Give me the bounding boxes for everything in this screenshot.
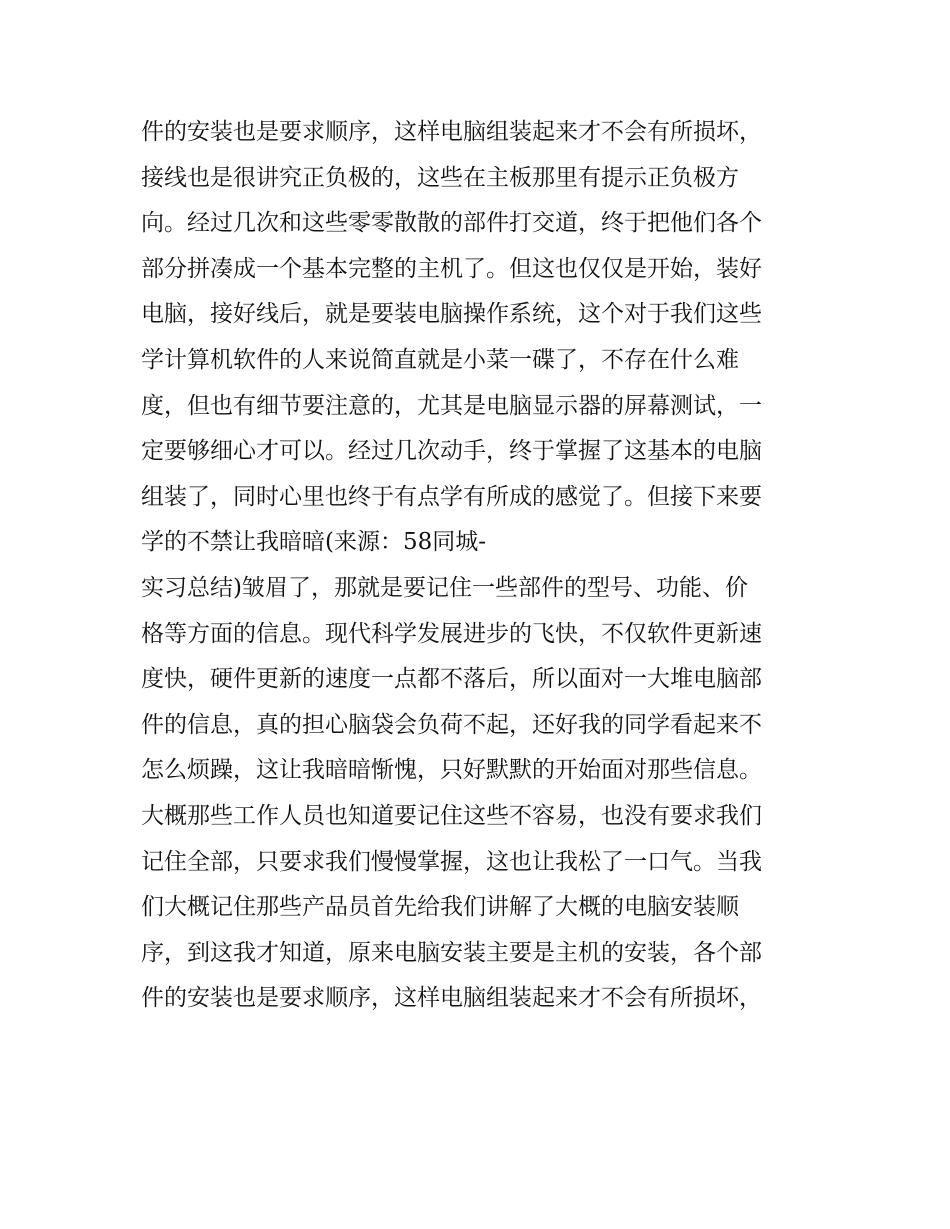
text-line: 定要够细心才可以。经过几次动手，终于掌握了这基本的电脑 bbox=[141, 438, 762, 465]
body-text bbox=[141, 110, 821, 1022]
text-line: 件的安装也是要求顺序，这样电脑组装起来才不会有所损坏， bbox=[141, 119, 762, 145]
text-line: 学的不禁让我暗暗(来源：58同城- bbox=[141, 529, 487, 556]
text-line: 电脑，接好线后，就是要装电脑操作系统，这个对于我们这些 bbox=[141, 301, 762, 328]
text-line: 怎么烦躁，这让我暗暗惭愧，只好默默的开始面对那些信息。 bbox=[141, 757, 762, 784]
text-line: 大概那些工作人员也知道要记住这些不容易，也没有要求我们 bbox=[141, 802, 762, 829]
text-line: 部分拼凑成一个基本完整的主机了。但这也仅仅是开始，装好 bbox=[141, 255, 762, 282]
text-line: 接线也是很讲究正负极的，这些在主板那里有提示正负极方 bbox=[141, 164, 739, 191]
text-line: 学计算机软件的人来说简直就是小菜一碟了，不存在什么难 bbox=[141, 346, 739, 373]
text-line: 记住全部，只要求我们慢慢掌握，这也让我松了一口气。当我 bbox=[141, 848, 762, 875]
text-line: 格等方面的信息。现代科学发展进步的飞快，不仅软件更新速 bbox=[141, 620, 762, 647]
text-line: 件的安装也是要求顺序，这样电脑组装起来才不会有所损坏， bbox=[141, 985, 762, 1012]
text-line: 实习总结)皱眉了，那就是要记住一些部件的型号、功能、价 bbox=[141, 574, 748, 601]
text-line: 度，但也有细节要注意的，尤其是电脑显示器的屏幕测试，一 bbox=[141, 392, 762, 419]
text-line: 组装了，同时心里也终于有点学有所成的感觉了。但接下来要 bbox=[141, 483, 762, 510]
text-line: 件的信息，真的担心脑袋会负荷不起，还好我的同学看起来不 bbox=[141, 711, 762, 738]
text-line: 们大概记住那些产品员首先给我们讲解了大概的电脑安装顺 bbox=[141, 894, 739, 921]
text-line: 序，到这我才知道，原来电脑安装主要是主机的安装，各个部 bbox=[141, 939, 762, 966]
text-line: 向。经过几次和这些零零散散的部件打交道，终于把他们各个 bbox=[141, 210, 762, 237]
text-line: 度快，硬件更新的速度一点都不落后，所以面对一大堆电脑部 bbox=[141, 666, 762, 693]
